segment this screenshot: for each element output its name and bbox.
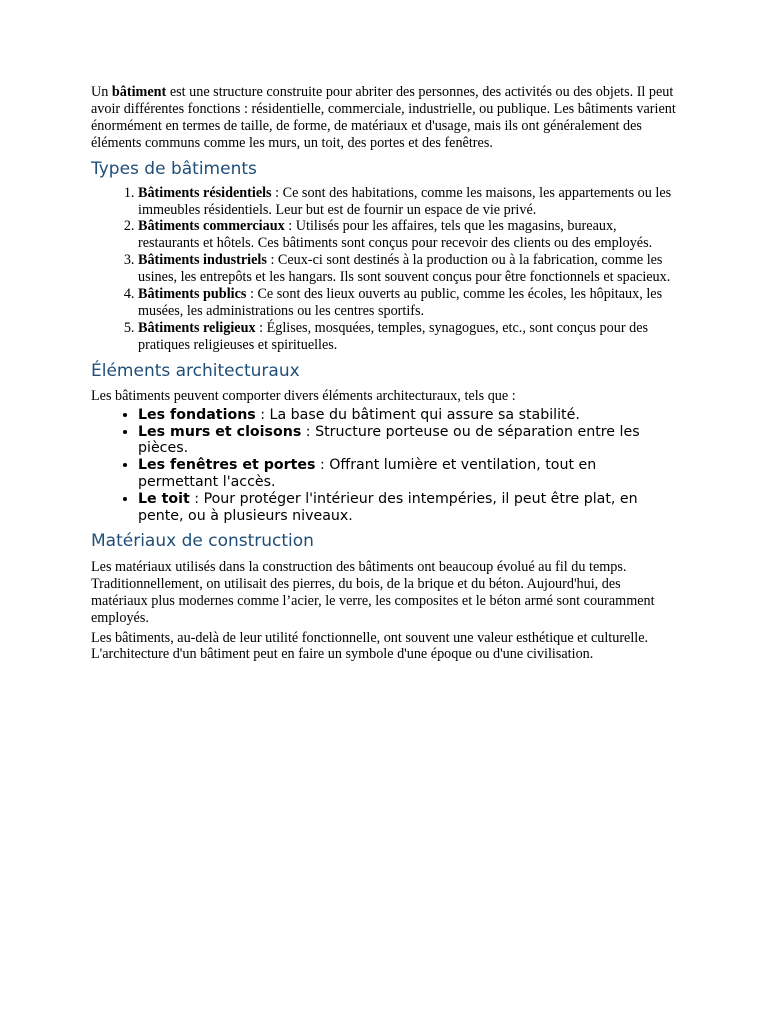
list-item <box>138 424 679 458</box>
list-item-text: : Ce sont des lieux ouverts au public, comme les écoles, les hôpitaux, les musées, les administrations ou les centres sportifs. <box>138 286 663 319</box>
list-item-text: : Structure porteuse ou de séparation entre les pièces. <box>138 423 640 457</box>
intro-prefix: Un <box>91 84 112 100</box>
list-item-text: : Ce sont des habitations, comme les maisons, les appartements ou les immeubles résidentiels. Leur but est de fournir un espace de vie privé. <box>138 184 672 218</box>
building-types-list <box>91 185 679 354</box>
document-page <box>91 84 679 663</box>
list-item <box>138 252 679 286</box>
list-item <box>138 185 679 219</box>
list-item-text: : Pour protéger l'intérieur des intempéries, il peut être plat, en pente, ou à plusieurs niveaux. <box>138 491 638 525</box>
intro-paragraph <box>91 84 679 152</box>
list-item-text: : Églises, mosquées, temples, synagogues, etc., sont conçus pour des pratiques religieuses et spirituelles. <box>138 319 649 353</box>
list-item-term: Bâtiments religieux <box>138 319 256 336</box>
elements-heading: Éléments architecturaux <box>91 360 300 381</box>
intro-bold-term: bâtiment <box>111 84 167 100</box>
list-item-text: : Offrant lumière et ventilation, tout en permettant l'accès. <box>138 457 597 491</box>
list-item-text: : Utilisés pour les affaires, tels que les magasins, bureaux, restaurants et hôtels. Ces bâtiments sont conçus pour recevoir des clients ou des employés. <box>138 218 653 252</box>
list-item <box>138 491 679 525</box>
conclusion-paragraph: Les bâtiments, au-delà de leur utilité fonctionnelle, ont souvent une valeur esthétique et culturelle. L'architecture d'un bâtiment peut en faire un symbole d'une époque ou d'une civilisation. <box>91 629 649 663</box>
elements-intro: Les bâtiments peuvent comporter divers éléments architecturaux, tels que : <box>91 387 516 404</box>
list-item <box>138 320 679 354</box>
list-item <box>138 457 679 491</box>
list-item-term: Le toit <box>138 491 190 508</box>
architectural-elements-list <box>91 407 679 525</box>
materials-paragraph: Les matériaux utilisés dans la construction des bâtiments ont beaucoup évolué au fil du temps. Traditionnellement, on utilisait des pierres, du bois, de la brique et du béton. Aujourd'hui, des matériaux plus modernes comme l’acier, le verre, les composites et le béton armé sont couramment employés. <box>91 558 655 626</box>
types-heading: Types de bâtiments <box>91 158 257 179</box>
list-item-term: Bâtiments résidentiels <box>138 184 272 201</box>
materials-heading: Matériaux de construction <box>91 530 314 551</box>
list-item <box>138 218 679 252</box>
list-item <box>138 286 679 320</box>
list-item-text: : Ceux-ci sont destinés à la production ou à la fabrication, comme les usines, les entrepôts et les hangars. Ils sont souvent conçus pour être fonctionnels et spacieux. <box>138 252 671 286</box>
list-item-term: Les murs et cloisons <box>138 423 302 440</box>
list-item-term: Bâtiments commerciaux <box>138 218 285 235</box>
list-item-term: Les fenêtres et portes <box>138 457 316 474</box>
list-item-term: Les fondations <box>138 406 256 423</box>
intro-text: est une structure construite pour abriter des personnes, des activités ou des objets. Il peut avoir différentes fonctions : résidentielle, commerciale, industrielle, ou publique. Les bâtiments varient énormément en termes de taille, de forme, de matériaux et d'usage, mais ils ont généralement des éléments communs comme les murs, un toit, des portes et des fenêtres. <box>91 84 676 151</box>
list-item-text: : La base du bâtiment qui assure sa stabilité. <box>255 406 580 423</box>
list-item <box>138 407 679 424</box>
list-item-term: Bâtiments industriels <box>138 252 267 269</box>
list-item-term: Bâtiments publics <box>138 286 247 303</box>
